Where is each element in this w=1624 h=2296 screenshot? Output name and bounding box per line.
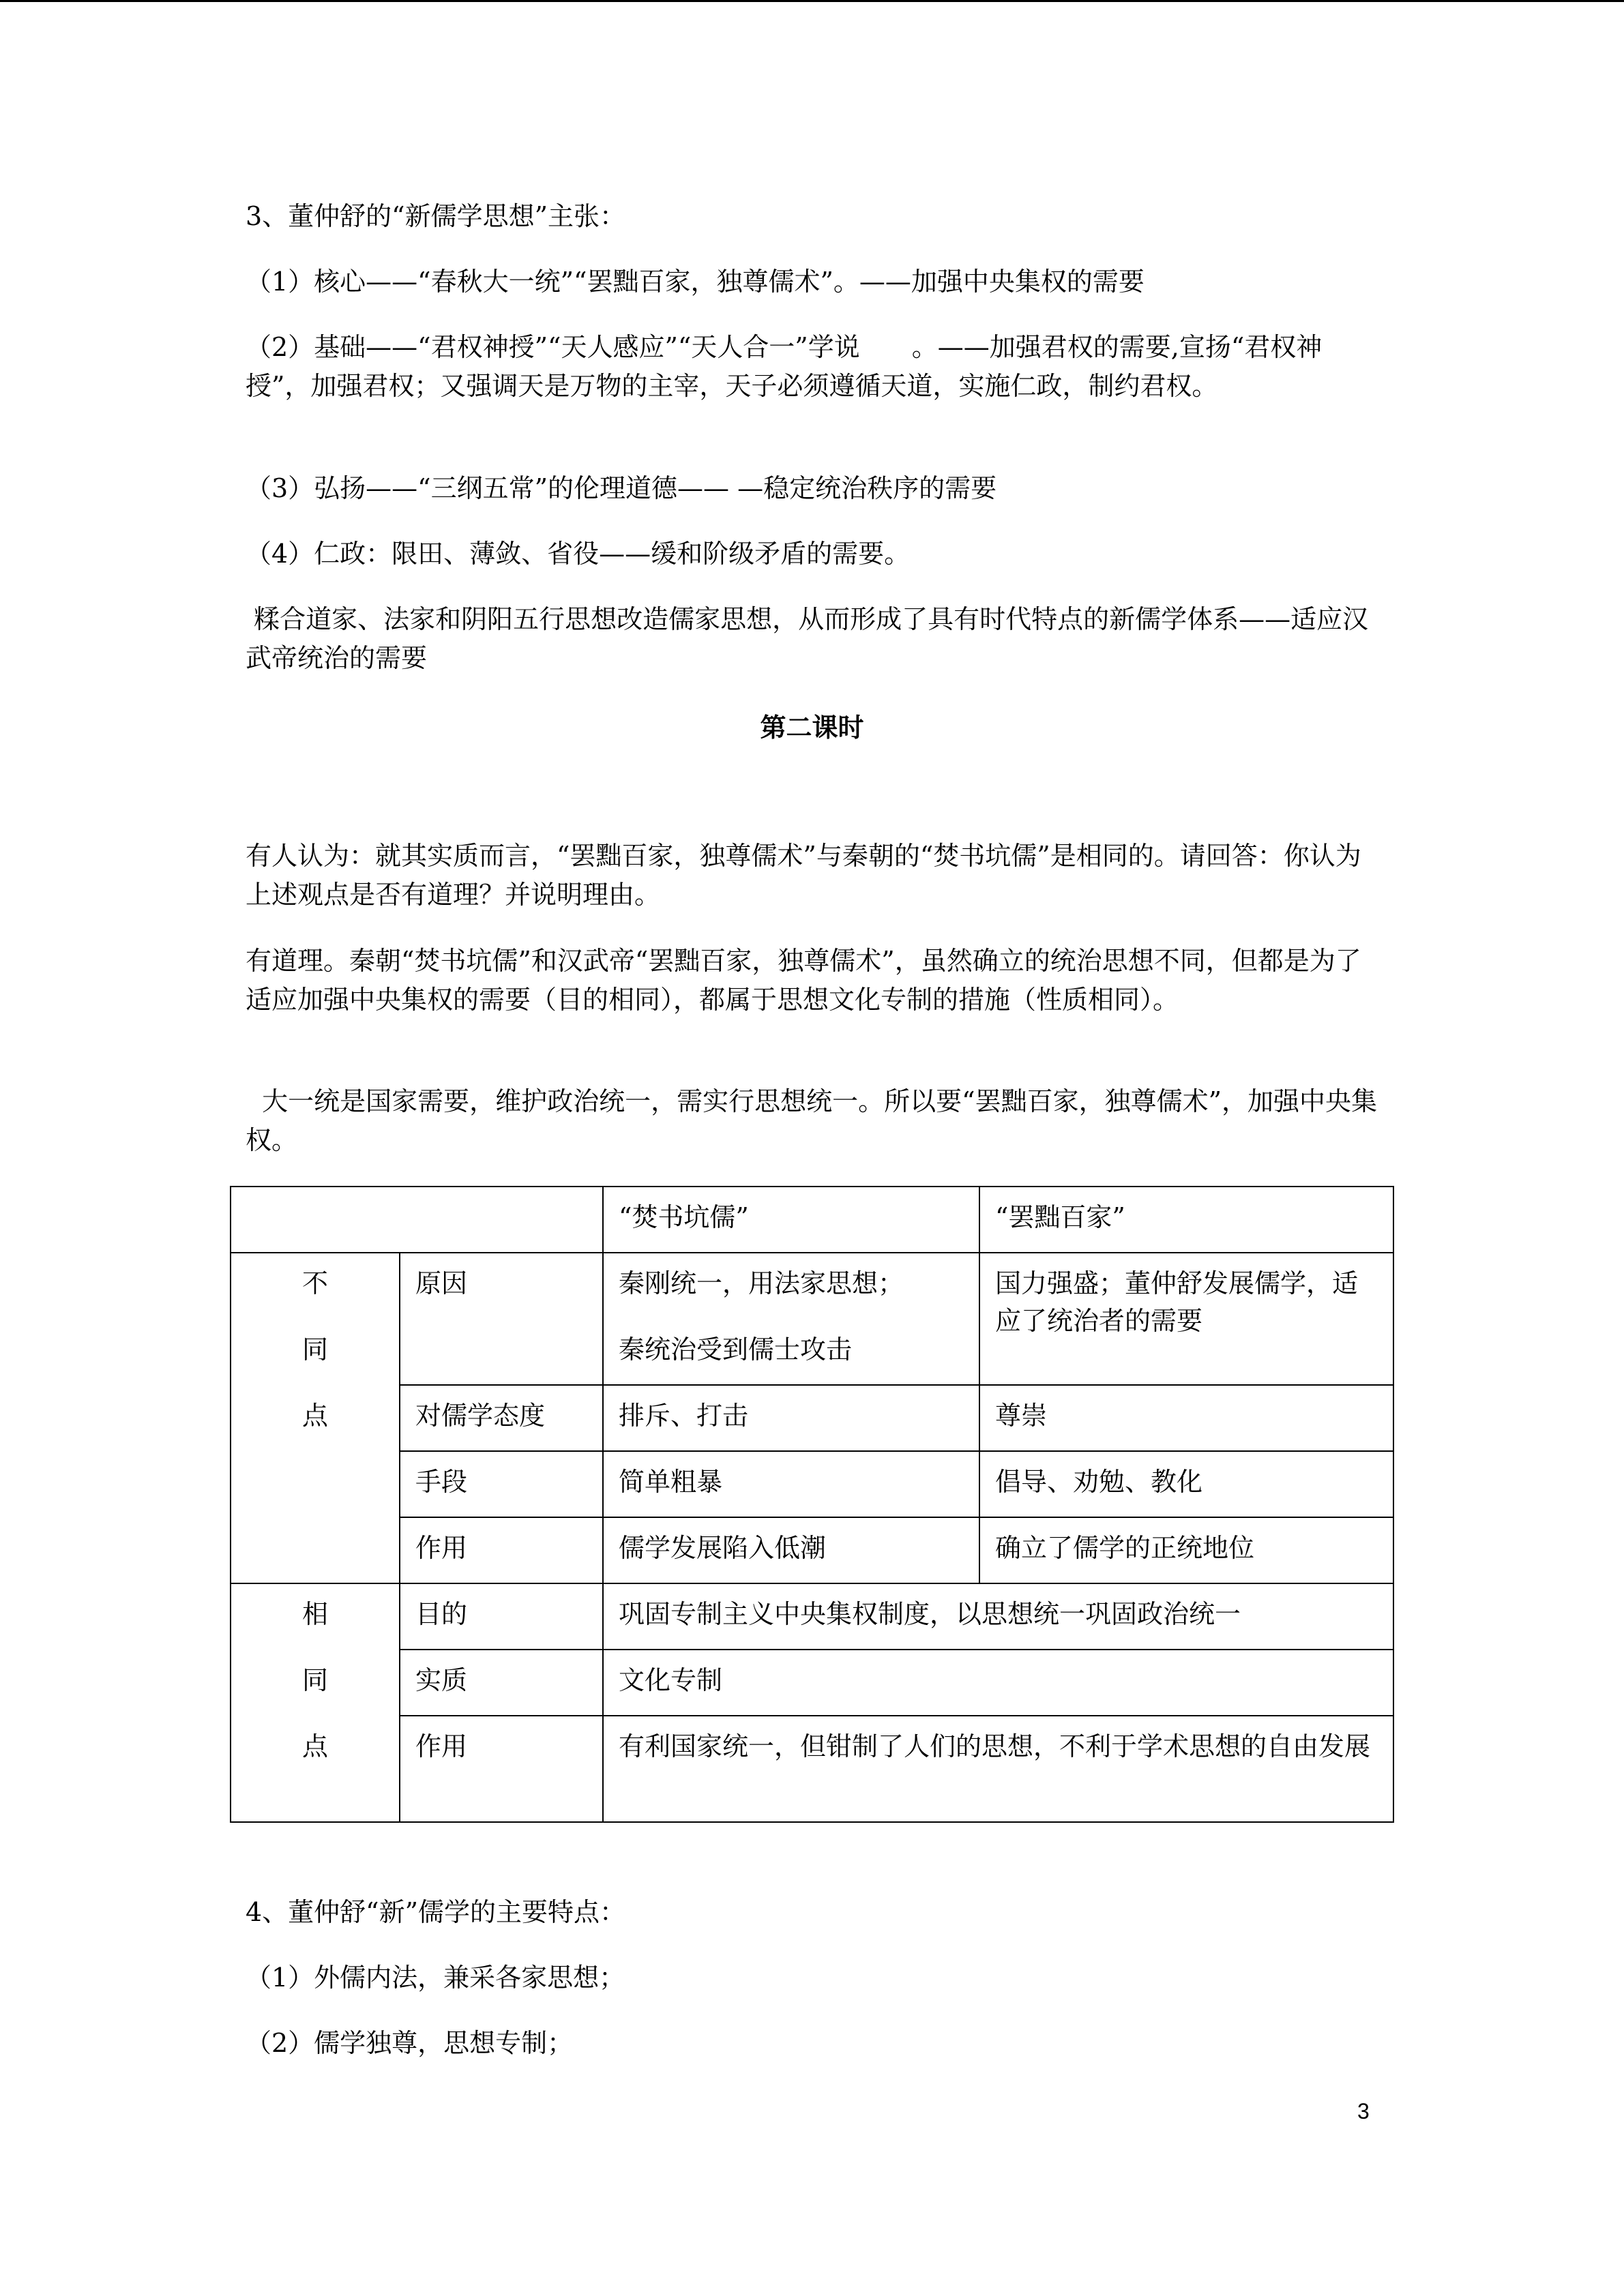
table-cell: 排斥、打击	[603, 1385, 979, 1451]
point-4-item-1: （1）外儒内法，兼采各家思想；	[246, 1963, 625, 1993]
table-cell: 确立了儒学的正统地位	[979, 1517, 1393, 1583]
row-label: 对儒学态度	[400, 1385, 603, 1451]
table-cell: 儒学发展陷入低潮	[603, 1517, 979, 1583]
row-label: 目的	[400, 1583, 603, 1650]
table-cell: 尊崇	[979, 1385, 1393, 1451]
table-row	[231, 1716, 1393, 1822]
table-row	[231, 1451, 1393, 1517]
point-4-heading: 4、董仲舒“新”儒学的主要特点：	[246, 1897, 626, 1927]
point-3-item-2: （2）基础——“君权神授”“天人感应”“天人合一”学说 。——加强君权的需要,宣扬“君权神授”，加强君权；又强调天是万物的主宰，天子必须遵循天道，实施仁政，制约君权。	[246, 332, 1323, 401]
page-number: 3	[1357, 2099, 1370, 2123]
column-header-fenshu: “焚书坑儒”	[603, 1187, 979, 1253]
column-header-bachu: “罢黜百家”	[979, 1187, 1393, 1253]
table-cell: 国力强盛；董仲舒发展儒学，适应了统治者的需要	[979, 1253, 1393, 1385]
table-row	[231, 1385, 1393, 1451]
group-label-differences: 不 同 点	[231, 1253, 400, 1583]
table-row	[231, 1583, 1393, 1650]
point-3-heading: 3、董仲舒的“新儒学思想”主张：	[246, 201, 626, 231]
table-cell: 倡导、劝勉、教化	[979, 1451, 1393, 1517]
row-label: 作用	[400, 1517, 603, 1583]
answer-summary-paragraph: 大一统是国家需要，维护政治统一，需实行思想统一。所以要“罢黜百家，独尊儒术”，加强中央集权。	[246, 1086, 1378, 1155]
table-cell: 文化专制	[603, 1650, 1393, 1716]
point-3-summary: 糅合道家、法家和阴阳五行思想改造儒家思想，从而形成了具有时代特点的新儒学体系——适应汉武帝统治的需要	[246, 604, 1369, 673]
point-3-item-3: （3）弘扬——“三纲五常”的伦理道德—— —稳定统治秩序的需要	[246, 473, 997, 503]
table-cell: 简单粗暴	[603, 1451, 979, 1517]
row-label: 实质	[400, 1650, 603, 1716]
table-corner-cell	[231, 1187, 603, 1253]
top-border-line	[0, 0, 1624, 2]
table-row	[231, 1650, 1393, 1716]
table-header-row	[231, 1187, 1393, 1253]
table-row	[231, 1517, 1393, 1583]
question-paragraph: 有人认为：就其实质而言，“罢黜百家，独尊儒术”与秦朝的“焚书坑儒”是相同的。请回答：你认为上述观点是否有道理？并说明理由。	[246, 841, 1361, 910]
group-label-similarities: 相 同 点	[231, 1583, 400, 1822]
table-cell: 秦刚统一，用法家思想； 秦统治受到儒士攻击	[603, 1253, 979, 1385]
row-label: 作用	[400, 1716, 603, 1822]
table-cell: 有利国家统一，但钳制了人们的思想，不利于学术思想的自由发展	[603, 1716, 1393, 1822]
point-3-item-1: （1）核心——“春秋大一统”“罢黜百家，独尊儒术”。——加强中央集权的需要	[246, 267, 1145, 297]
point-4-item-2: （2）儒学独尊，思想专制；	[246, 2028, 574, 2058]
comparison-table	[230, 1186, 1394, 1823]
point-3-item-4: （4）仁政：限田、薄敛、省役——缓和阶级矛盾的需要。	[246, 539, 911, 569]
table-cell: 巩固专制主义中央集权制度，以思想统一巩固政治统一	[603, 1583, 1393, 1650]
row-label: 原因	[400, 1253, 603, 1385]
row-label: 手段	[400, 1451, 603, 1517]
table-row	[231, 1253, 1393, 1385]
section-title: 第二课时	[760, 712, 864, 743]
answer-paragraph: 有道理。秦朝“焚书坑儒”和汉武帝“罢黜百家，独尊儒术”，虽然确立的统治思想不同，但都是为了适应加强中央集权的需要（目的相同），都属于思想文化专制的措施（性质相同）。	[246, 946, 1361, 1015]
